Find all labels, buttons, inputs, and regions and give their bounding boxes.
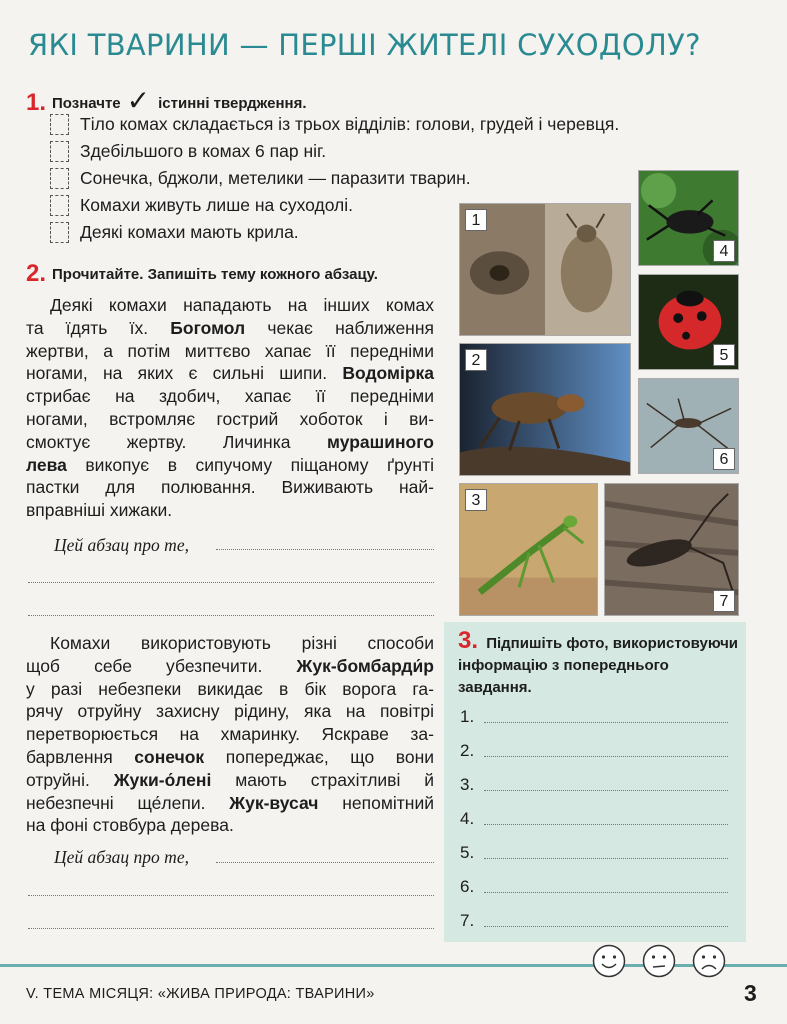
check-mark-icon: ✓: [126, 85, 151, 116]
text-run: смоктує жертву. Личинка: [26, 431, 327, 452]
paragraph-line: [26, 814, 434, 837]
answer-line[interactable]: [484, 790, 728, 791]
paragraph-line: [26, 317, 434, 340]
insect-name: Жук-бомбарди́р: [296, 655, 434, 676]
answer-label: 1.: [460, 707, 475, 726]
photo-water-beetle: [459, 343, 631, 476]
text-run: ногами, встромляє гострий хоботок і ви-: [26, 408, 434, 429]
statement-checkbox[interactable]: [50, 114, 69, 135]
answer-label: 2.: [460, 741, 475, 760]
task1-instruction-start: Позначте: [52, 95, 121, 112]
text-run: небезпечні ще́лепи.: [26, 792, 230, 813]
insect-name: Жук-вусач: [229, 792, 319, 813]
paragraph-2: [26, 632, 434, 837]
statement-checkbox[interactable]: [50, 195, 69, 216]
answer-row: [460, 775, 484, 795]
text-run: рячу отруйну захисну рідину, яка на повітрі: [26, 701, 434, 722]
text-run: на фоні стовбура дерева.: [26, 815, 234, 836]
paragraph-line: [26, 476, 434, 499]
answer-label: 7.: [460, 911, 475, 930]
fill-label-1: Цей абзац про те,: [54, 535, 189, 555]
insect-name: Богомол: [170, 317, 246, 338]
answer-line[interactable]: [484, 824, 728, 825]
text-run: Деякі комахи нападають на інших комах: [50, 295, 434, 315]
paragraph-line: [26, 723, 434, 746]
photo-number: 3: [465, 489, 487, 511]
paragraph-line: [26, 792, 434, 815]
photo-number: 5: [713, 344, 735, 366]
paragraph-line: [26, 769, 434, 792]
answer-line[interactable]: [484, 756, 728, 757]
statement-row: [50, 141, 326, 165]
task2-number: 2.: [26, 260, 47, 287]
answer-label: 6.: [460, 877, 475, 896]
photo-ladybird: [638, 274, 739, 370]
paragraph-line: [26, 678, 434, 701]
text-run: жертви, а потім миттєво хапає її передніми: [26, 340, 434, 361]
text-run: стрибає на здобич, хапає її передніми: [26, 386, 434, 407]
statement-text: Деякі комахи мають крила.: [80, 222, 299, 242]
task3-instruction: Підпишіть фото, використовуючи інформацію з попереднього завдання.: [458, 635, 739, 696]
text-run: та їдять їх.: [26, 317, 171, 338]
answer-line[interactable]: [28, 928, 434, 929]
text-run: перетворюється на хмаринку. Яскраве за-: [26, 724, 434, 745]
answer-line[interactable]: [484, 722, 728, 723]
paragraph-line: [26, 499, 434, 522]
text-run: у разі небезпеки викидає в бік ворога га-: [26, 678, 434, 699]
photo-number: 7: [713, 590, 735, 612]
answer-row: [460, 707, 484, 727]
paragraph-line: [26, 362, 434, 385]
task3-header: [458, 627, 743, 699]
answer-label: 5.: [460, 843, 475, 862]
sad-face-icon[interactable]: [692, 944, 726, 978]
task2-header: [26, 258, 378, 286]
paragraph-line: [26, 385, 434, 408]
text-run: барвлення: [26, 746, 135, 767]
paragraph-line: [26, 408, 434, 431]
answer-row: [460, 741, 484, 761]
answer-row: [460, 809, 484, 829]
insect-name: мурашиного: [327, 431, 434, 452]
statement-text: Сонечка, бджоли, метелики — паразити тварин.: [80, 168, 471, 188]
paragraph-line: [26, 632, 434, 655]
insect-name: Водомірка: [342, 363, 434, 384]
text-run: отруйні.: [26, 769, 114, 790]
photo-number: 2: [465, 349, 487, 371]
photo-stag-beetle: [638, 170, 739, 266]
text-run: мають страхітливі й: [211, 769, 435, 790]
statement-text: Комахи живуть лише на суходолі.: [80, 195, 354, 215]
insect-name: сонечок: [134, 746, 205, 767]
text-run: чекає наближення: [245, 317, 434, 338]
statement-row: [50, 222, 299, 246]
answer-line[interactable]: [484, 926, 728, 927]
answer-label: 4.: [460, 809, 475, 828]
fill-label-2: Цей абзац про те,: [54, 847, 189, 867]
text-run: Комахи використовують різні способи: [50, 633, 434, 653]
text-run: вправніші хижаки.: [26, 500, 173, 521]
answer-row: [460, 843, 484, 863]
statement-text: Тіло комах складається із трьох відділів: голови, грудей і черевця.: [80, 114, 620, 134]
paragraph-line: [26, 431, 434, 454]
answer-line[interactable]: [28, 615, 434, 616]
photo-antlion: [459, 203, 631, 336]
paragraph-line: [26, 655, 434, 678]
paragraph-line: [26, 294, 434, 317]
statement-checkbox[interactable]: [50, 222, 69, 243]
task2-instruction: Прочитайте. Запишіть тему кожного абзацу.: [52, 266, 378, 283]
answer-line[interactable]: [484, 858, 728, 859]
photo-number: 4: [713, 240, 735, 262]
statement-text: Здебільшого в комах 6 пар ніг.: [80, 141, 327, 161]
photo-water-strider: [638, 378, 739, 474]
task1-number: 1.: [26, 89, 47, 116]
answer-line[interactable]: [216, 862, 434, 863]
text-run: пастки для полювання. Виживають най-: [26, 477, 434, 498]
statement-row: [50, 114, 619, 138]
photo-number: 6: [713, 448, 735, 470]
photo-number: 1: [465, 209, 487, 231]
answer-line[interactable]: [28, 582, 434, 583]
text-run: попереджає, що вони: [204, 746, 435, 767]
statement-checkbox[interactable]: [50, 168, 69, 189]
text-run: непомітний: [318, 792, 434, 813]
answer-label: 3.: [460, 775, 475, 794]
page-title: ЯКІ ТВАРИНИ — ПЕРШІ ЖИТЕЛІ СУХОДОЛУ?: [28, 28, 701, 62]
answer-line[interactable]: [216, 549, 434, 550]
photo-mantis: [459, 483, 598, 616]
insect-name: Жуки-о́лені: [113, 769, 212, 790]
text-run: викопує в сипучому піщаному ґрунті: [66, 454, 434, 475]
task1-instruction-end: істинні твердження.: [158, 95, 307, 112]
statement-checkbox[interactable]: [50, 141, 69, 162]
statement-row: [50, 195, 353, 219]
paragraph-line: [26, 340, 434, 363]
paragraph-line: [26, 700, 434, 723]
task3-number: 3.: [458, 627, 479, 654]
photo-longhorn-beetle: [604, 483, 739, 616]
answer-row: [460, 911, 484, 931]
paragraph-line: [26, 454, 434, 477]
statement-row: [50, 168, 471, 192]
answer-row: [460, 877, 484, 897]
insect-name: лева: [26, 454, 67, 475]
smiley-face-icon[interactable]: [592, 944, 626, 978]
footer-section-title: V. ТЕМА МІСЯЦЯ: «ЖИВА ПРИРОДА: ТВАРИНИ»: [26, 986, 375, 1002]
text-run: ногами, на яких є сильні шипи.: [26, 363, 343, 384]
text-run: щоб себе убезпечити.: [26, 655, 297, 676]
answer-line[interactable]: [28, 895, 434, 896]
neutral-face-icon[interactable]: [642, 944, 676, 978]
page-number: 3: [744, 980, 757, 1006]
task1-header: [26, 82, 307, 115]
answer-line[interactable]: [484, 892, 728, 893]
paragraph-1: [26, 294, 434, 522]
paragraph-line: [26, 746, 434, 769]
